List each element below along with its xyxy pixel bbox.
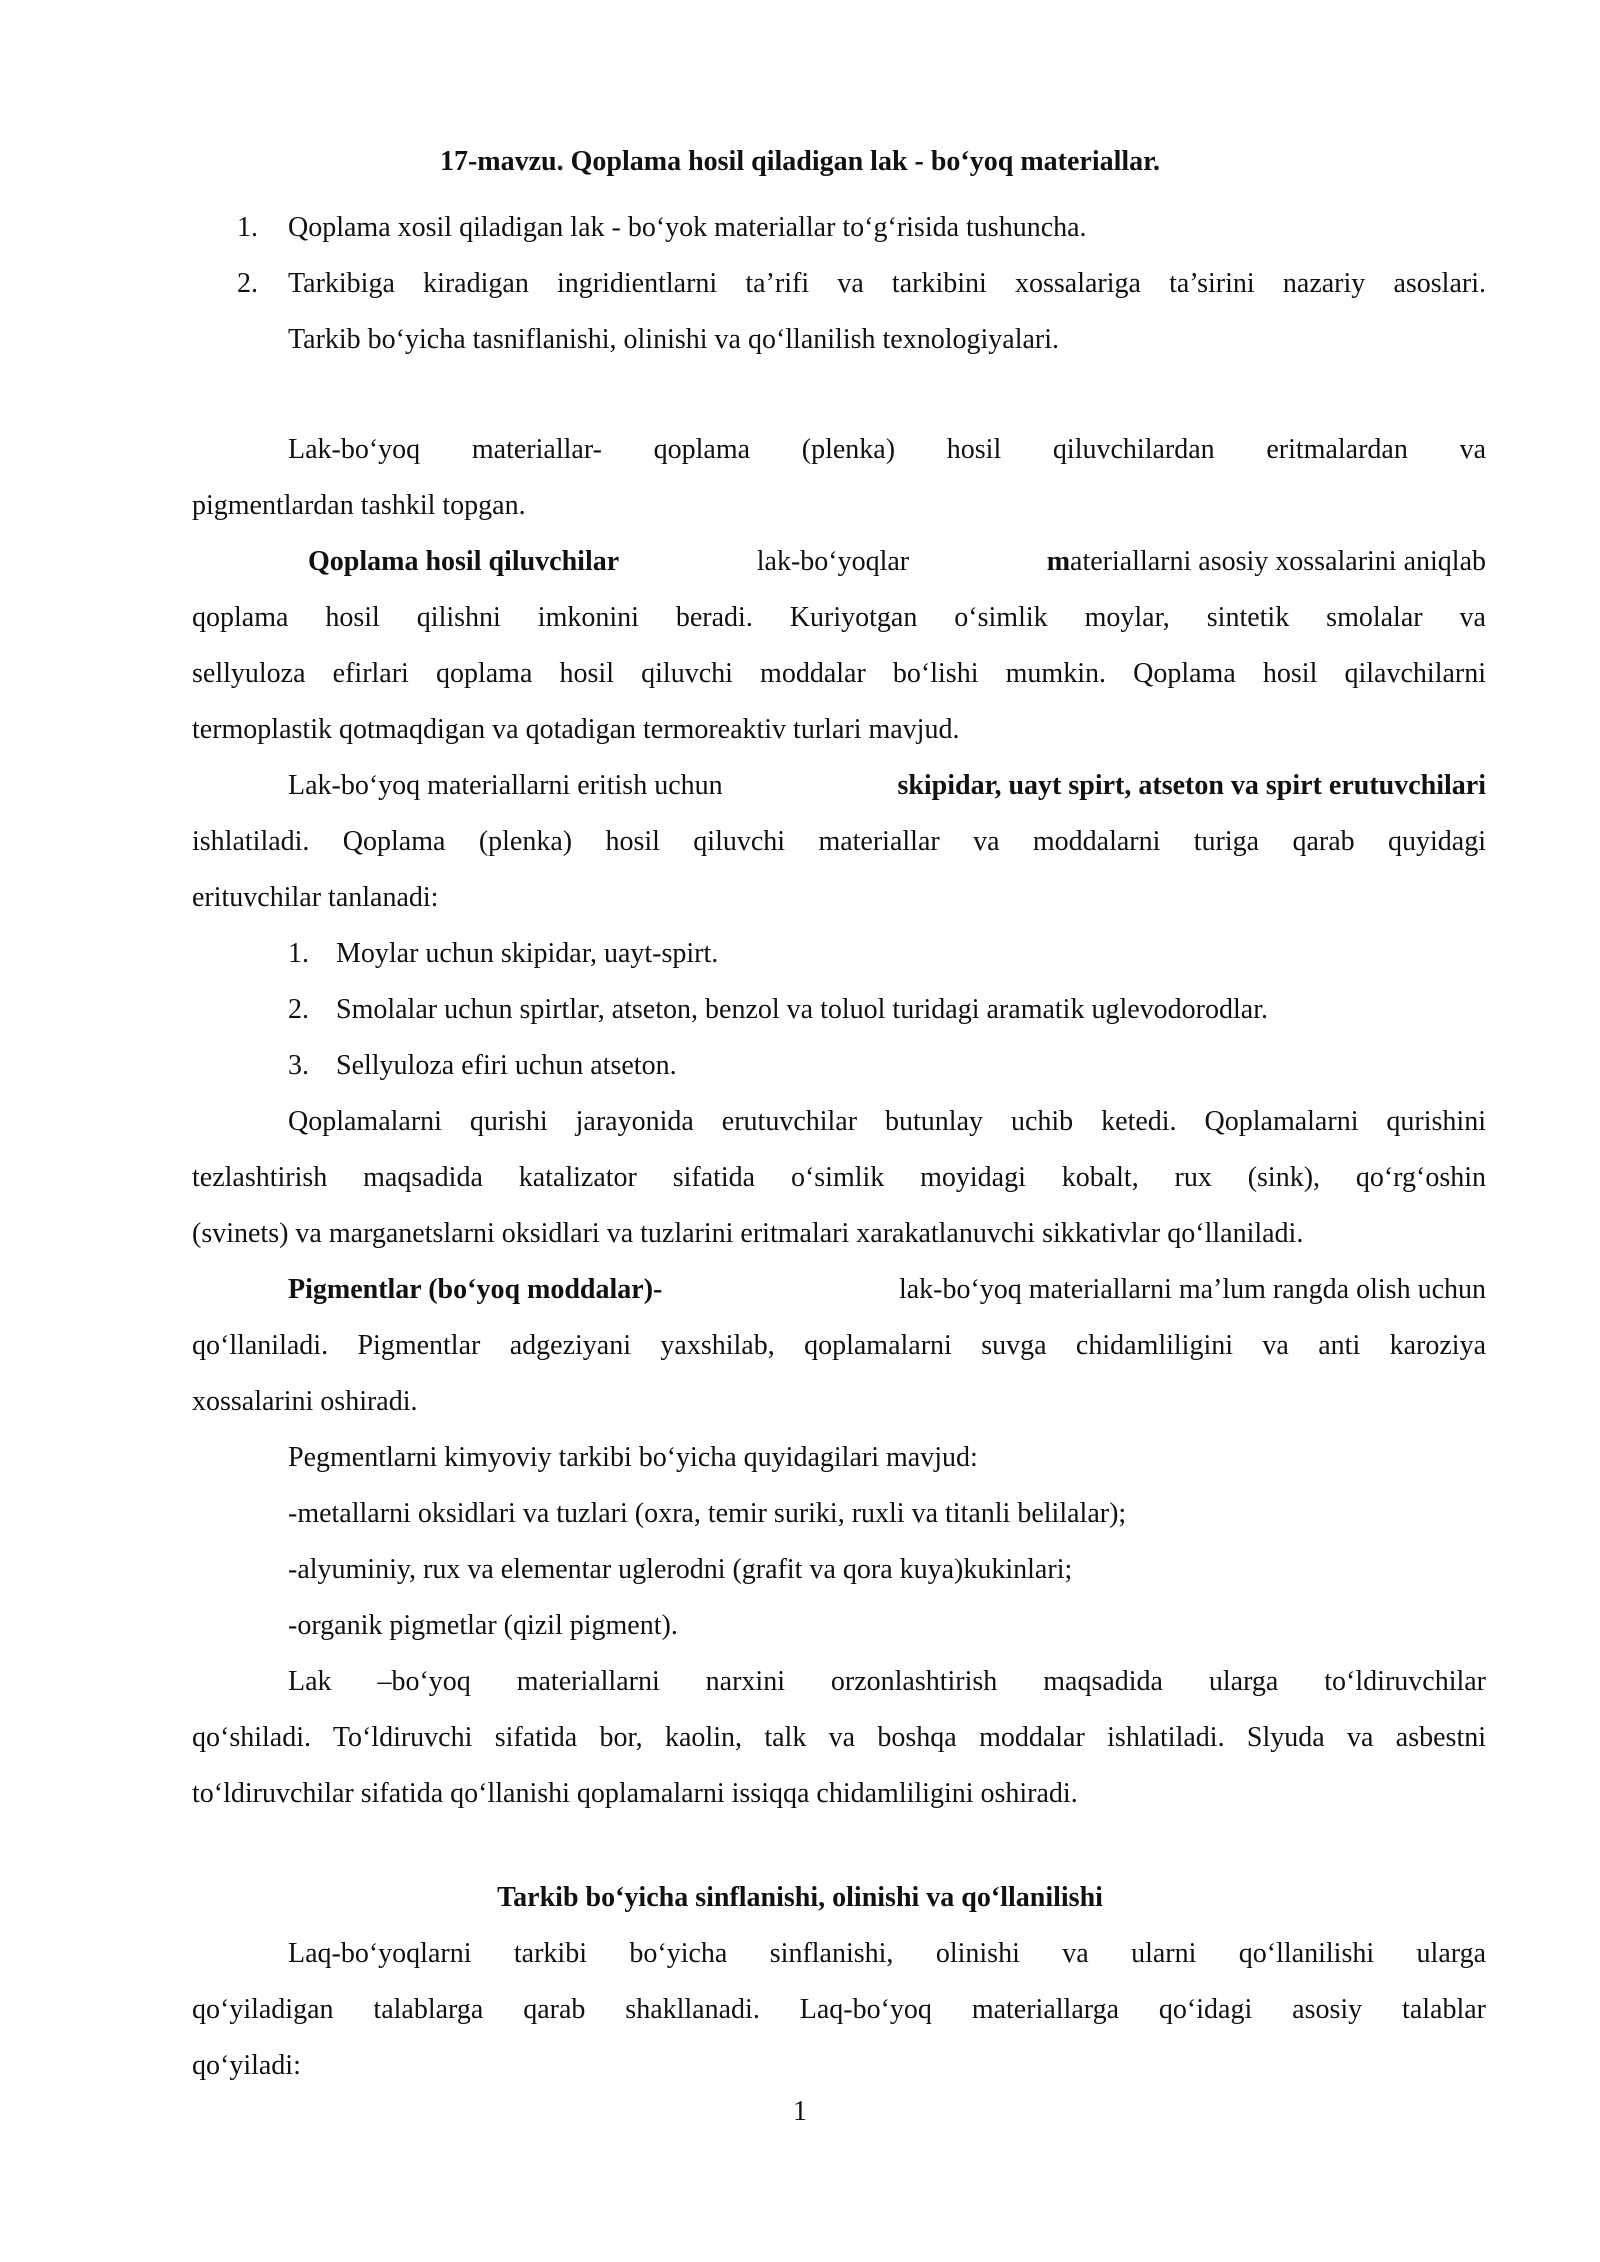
solvent-number: 2. [288,994,309,1025]
topic-number: 1. [237,212,258,243]
paragraph-line: (svinets) va marganetslarni oksidlari va tuzlarini eritmalari xarakatlanuvchi sikkativlar qo‘llaniladi. [192,1218,1304,1249]
paragraph-line: qo‘shiladi. To‘ldiruvchi sifatida bor, kaolin, talk va boshqa moddalar ishlatiladi. Slyuda va asbestni [192,1722,1486,1753]
bold-term: Qoplama hosil qiluvchilar [308,546,620,577]
solvent-item: Moylar uchun skipidar, uayt-spirt. [336,938,719,969]
topic-item-continued: Tarkib bo‘yicha tasniflanishi, olinishi va qo‘llanilish texnologiyalari. [288,324,1059,355]
pigment-item: -organik pigmetlar (qizil pigment). [288,1610,678,1641]
text-segment: lak-bo‘yoqlar [756,546,910,577]
paragraph-line: qo‘yiladi: [192,2050,301,2081]
text-segment [1047,542,1486,582]
paragraph-line [308,542,1486,582]
text-segment: Lak-bo‘yoq materiallarni eritish uchun [288,770,723,801]
text-segment: lak-bo‘yoq materiallarni ma’lum rangda olish uchun [898,1274,1486,1305]
paragraph-line: qo‘llaniladi. Pigmentlar adgeziyani yaxshilab, qoplamalarni suvga chidamliligini va anti karoziya [192,1330,1486,1361]
paragraph-line: xossalarini oshiradi. [192,1386,418,1417]
page-number: 1 [793,2096,807,2127]
paragraph-line [288,766,1486,806]
paragraph-line: Lak-bo‘yoq materiallar- qoplama (plenka) hosil qiluvchilardan eritmalardan va [288,434,1486,465]
solvent-number: 3. [288,1050,309,1081]
bold-term: skipidar, uayt spirt, atseton va spirt erutuvchilari [897,770,1486,801]
pigment-item: -metallarni oksidlari va tuzlari (oxra, temir suriki, ruxli va titanli belilalar); [288,1498,1127,1529]
pigment-item: -alyuminiy, rux va elementar uglerodni (grafit va qora kuya)kukinlari; [288,1554,1073,1585]
bold-letter: m [1046,546,1071,577]
paragraph-line: Laq-bo‘yoqlarni tarkibi bo‘yicha sinflanishi, olinishi va ularni qo‘llanilishi ularga [288,1938,1486,1969]
paragraph-line: termoplastik qotmaqdigan va qotadigan termoreaktiv turlari mavjud. [192,714,960,745]
solvent-item: Sellyuloza efiri uchun atseton. [336,1050,677,1081]
topic-item: Tarkibiga kiradigan ingridientlarni ta’rifi va tarkibini xossalariga ta’sirini nazariy asoslari. [288,268,1486,299]
text-segment: ateriallarni asosiy xossalarini aniqlab [1070,546,1486,577]
topic-item: Qoplama xosil qiladigan lak - bo‘yok materiallar to‘g‘risida tushuncha. [288,212,1087,243]
solvent-item: Smolalar uchun spirtlar, atseton, benzol va toluol turidagi aramatik uglevodorodlar. [336,994,1268,1025]
paragraph-line: ishlatiladi. Qoplama (plenka) hosil qiluvchi materiallar va moddalarni turiga qarab quyidagi [192,826,1486,857]
bold-term: Pigmentlar (bo‘yoq moddalar)- [288,1274,663,1305]
paragraph-line: Qoplamalarni qurishi jarayonida erutuvchilar butunlay uchib ketedi. Qoplamalarni qurishini [288,1106,1486,1137]
paragraph-line: to‘ldiruvchilar sifatida qo‘llanishi qoplamalarni issiqqa chidamliligini oshiradi. [192,1778,1078,1809]
paragraph-line: Pegmentlarni kimyoviy tarkibi bo‘yicha quyidagilari mavjud: [288,1442,978,1473]
page-title: 17-mavzu. Qoplama hosil qiladigan lak - bo‘yoq materiallar. [439,146,1161,177]
paragraph-line [288,1270,1486,1310]
paragraph-line: sellyuloza efirlari qoplama hosil qiluvchi moddalar bo‘lishi mumkin. Qoplama hosil qilavchilarni [192,658,1486,689]
solvent-number: 1. [288,938,309,969]
paragraph-line: tezlashtirish maqsadida katalizator sifatida o‘simlik moyidagi kobalt, rux (sink), qo‘rg‘oshin [192,1162,1486,1193]
paragraph-line: erituvchilar tanlanadi: [192,882,439,913]
paragraph-line: Lak –bo‘yoq materiallarni narxini orzonlashtirish maqsadida ularga to‘ldiruvchilar [288,1666,1486,1697]
paragraph-line: qoplama hosil qilishni imkonini beradi. Kuriyotgan o‘simlik moylar, sintetik smolalar va [192,602,1486,633]
section-subtitle: Tarkib bo‘yicha sinflanishi, olinishi va qo‘llanilishi [497,1882,1103,1913]
topic-number: 2. [237,268,258,299]
paragraph-line: qo‘yiladigan talablarga qarab shakllanadi. Laq-bo‘yoq materiallarga qo‘idagi asosiy talablar [192,1994,1486,2025]
paragraph-line: pigmentlardan tashkil topgan. [192,490,526,521]
